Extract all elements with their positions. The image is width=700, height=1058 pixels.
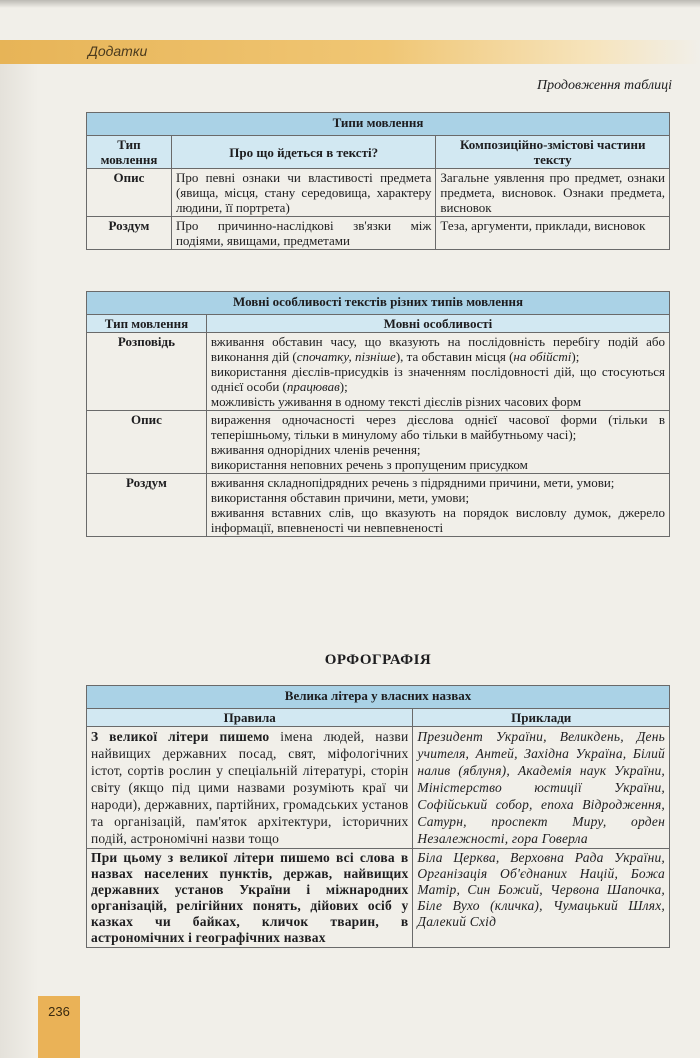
feature-text: використання обставин причини, мети, умови;	[210, 490, 470, 505]
table-cell: Про причинно-наслідкові зв'язки між подіями, явищами, предметами	[171, 217, 435, 250]
feature-text: вираження одночасності через дієслова однієї часової форми (тільки в теперішньому, тільки в минулому або тільки в майбутньому часі);	[210, 412, 665, 442]
language-features-table	[86, 291, 670, 537]
rule-cell	[87, 849, 413, 948]
table-row	[87, 411, 670, 474]
feature-text: вживання складнопідрядних речень з підрядними причини, мети, умови;	[210, 475, 615, 490]
top-shadow	[0, 0, 700, 8]
examples-cell: Президент України, Великдень, День учителя, Антей, Західна Україна, Білий налив (яблуня), Академія наук України, Міністерство юстиції України, Софійський собор, епоха Відродження, Сатурн, проспект Миру, орден Незалежності, гора Говерла	[413, 727, 670, 849]
feature-text: ), та обставин місця (	[395, 349, 514, 364]
speech-types-table	[86, 112, 670, 250]
feature-text: вживання вставних слів, що вказують на порядок висловлу думок, джерело інформації, впевненості чи невпевненості	[210, 505, 665, 535]
column-header: Композиційно-змістові частини тексту	[436, 136, 670, 169]
page-number: 236	[38, 996, 80, 1058]
table-row	[87, 169, 670, 217]
feature-text: використання неповних речень з пропущеним присудком	[210, 457, 528, 472]
feature-text: можливість уживання в одному тексті дієслів різних часових форм	[210, 394, 582, 409]
table-cell	[206, 474, 669, 537]
column-header: Тип мовлення	[87, 136, 172, 169]
table-cell	[206, 333, 669, 411]
table-caption: Мовні особливості текстів різних типів мовлення	[87, 292, 670, 315]
column-header: Тип мовлення	[87, 315, 207, 333]
example-text: спочатку, пізніше	[296, 349, 396, 364]
left-margin-strip	[0, 64, 38, 1058]
table-row	[87, 217, 670, 250]
feature-text: );	[571, 349, 580, 364]
row-label: Розповідь	[87, 333, 207, 411]
table-caption: Типи мовлення	[87, 113, 670, 136]
table-cell: Теза, аргументи, приклади, висновок	[436, 217, 670, 250]
section-header-band	[0, 40, 700, 64]
rule-cell	[87, 727, 413, 849]
feature-text: вживання однорідних членів речення;	[210, 442, 421, 457]
capital-letter-table	[86, 685, 670, 948]
rule-emphasis: При цьому з великої літери пишемо всі слова	[91, 850, 395, 865]
column-header: Правила	[87, 709, 413, 727]
examples-cell: Біла Церква, Верховна Рада України, Організація Об'єднаних Націй, Божа Матір, Син Божий, Червона Шапочка, Біле Вухо (кличка), Чумацький Шлях, Далекий Схід	[413, 849, 670, 948]
row-label: Опис	[87, 411, 207, 474]
feature-text: використання дієслів-присудків із значенням послідовності дій, що стосуються однієї особи (	[210, 364, 665, 394]
feature-text: вживання обставин часу, що вказують на послідовність перебігу подій або виконання дій (	[210, 334, 665, 364]
rule-text: в назвах населених пунктів, держав, найвищих державних установ України і міжнародних організацій, релігійних понять, дійових осіб у казках чи байках, кличок тварин, в астрономічних і географічних назвах	[91, 850, 409, 945]
example-text: на обійсті	[513, 349, 572, 364]
section-title: ОРФОГРАФІЯ	[324, 652, 432, 668]
table-caption: Велика літера у власних назвах	[87, 686, 670, 709]
column-header: Приклади	[413, 709, 670, 727]
column-header: Про що йдеться в тексті?	[171, 136, 435, 169]
row-label: Опис	[87, 169, 172, 217]
table-row	[87, 333, 670, 411]
table-cell: Загальне уявлення про предмет, ознаки предмета, висновок. Ознаки предмета, висновок	[436, 169, 670, 217]
column-header: Мовні особливості	[206, 315, 669, 333]
row-label: Роздум	[87, 217, 172, 250]
table-row	[87, 474, 670, 537]
table-row	[87, 727, 670, 849]
rule-emphasis: З великої літери пишемо	[91, 729, 270, 744]
example-text: працював	[286, 379, 340, 394]
table-cell: Про певні ознаки чи властивості предмета (явища, місця, стану середовища, характеру людини, її портрета)	[171, 169, 435, 217]
row-label: Роздум	[87, 474, 207, 537]
section-header-label: Додатки	[88, 43, 148, 59]
table-row	[87, 849, 670, 948]
rule-text: імена людей, назви найвищих державних посад, свят, міфологічних істот, сортів рослин у спеціальній літературі, сторін світу (якщо під цими назвами розуміють краї чи народи), державних, партійних, громадських установ та організацій, пам'яток архітектури, історичних подій, астрономічні назви тощо	[91, 729, 409, 846]
feature-text: );	[339, 379, 348, 394]
table-continuation-note: Продовження таблиці	[536, 78, 672, 93]
table-cell	[206, 411, 669, 474]
